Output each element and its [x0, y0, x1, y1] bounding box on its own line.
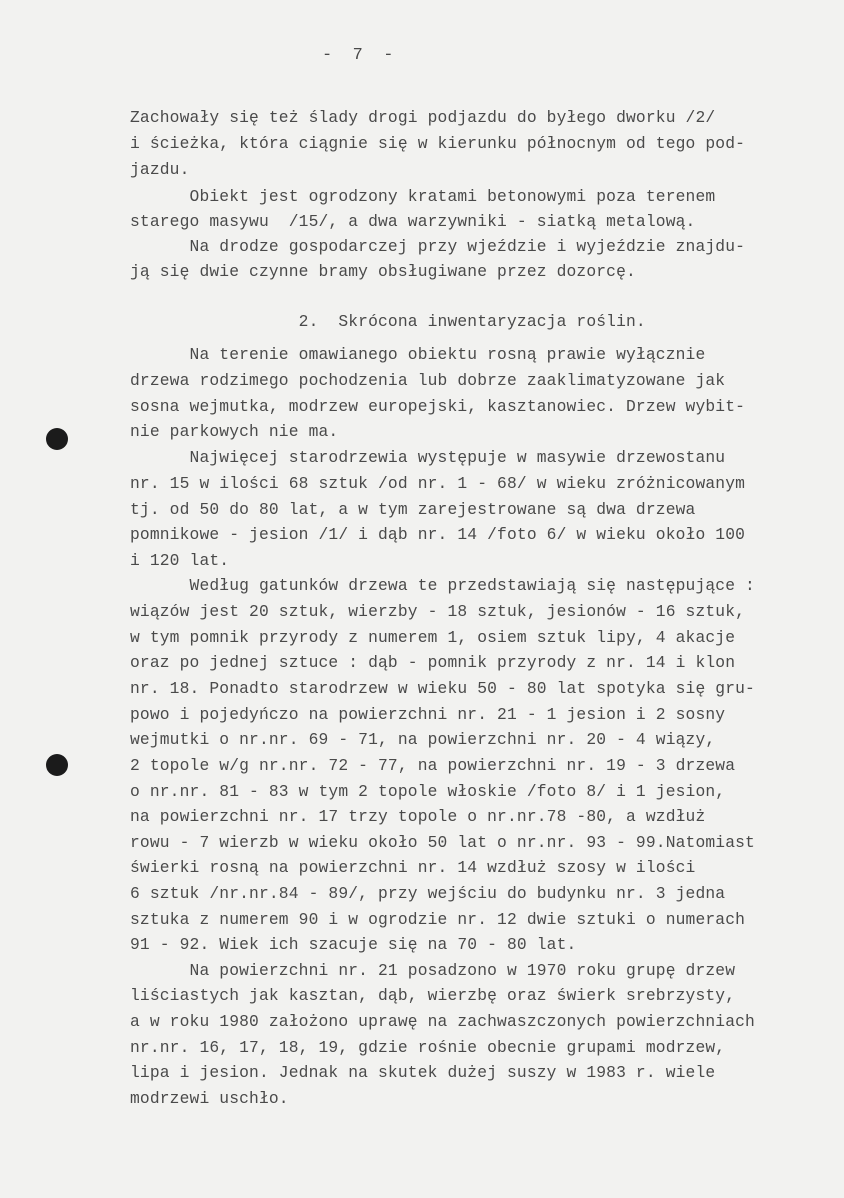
text-line: pomnikowe - jesion /1/ i dąb nr. 14 /foto 6/ w wieku około 100 [130, 525, 746, 544]
text-line: 91 - 92. Wiek ich szacuje się na 70 - 80 lat. [130, 935, 577, 954]
text-line: starego masywu /15/, a dwa warzywniki - siatką metalową. [130, 212, 696, 231]
text-line: 2 topole w/g nr.nr. 72 - 77, na powierzchni nr. 19 - 3 drzewa [130, 756, 736, 775]
text-line: ją się dwie czynne bramy obsługiwane przez dozorcę. [130, 262, 636, 281]
text-line: a w roku 1980 założono uprawę na zachwaszczonych powierzchniach [130, 1012, 755, 1031]
text-line: 6 sztuk /nr.nr.84 - 89/, przy wejściu do budynku nr. 3 jedna [130, 884, 726, 903]
text-line: Zachowały się też ślady drogi podjazdu do byłego dworku /2/ [130, 108, 716, 127]
text-line: wejmutki o nr.nr. 69 - 71, na powierzchni nr. 20 - 4 wiązy, [130, 730, 716, 749]
text-line: tj. od 50 do 80 lat, a w tym zarejestrowane są dwa drzewa [130, 500, 696, 519]
text-line: wiązów jest 20 sztuk, wierzby - 18 sztuk, jesionów - 16 sztuk, [130, 602, 746, 621]
page-number: - 7 - [322, 46, 394, 65]
text-line: nr.nr. 16, 17, 18, 19, gdzie rośnie obecnie grupami modrzew, [130, 1038, 726, 1057]
text-line: Najwięcej starodrzewia występuje w masywie drzewostanu [130, 448, 726, 467]
text-line: i 120 lat. [130, 551, 230, 570]
text-line: powo i pojedyńczo na powierzchni nr. 21 - 1 jesion i 2 sosny [130, 705, 726, 724]
text-line: Na terenie omawianego obiektu rosną prawie wyłącznie [130, 345, 706, 364]
text-line: liściastych jak kasztan, dąb, wierzbę oraz świerk srebrzysty, [130, 986, 736, 1005]
text-line: nr. 18. Ponadto starodrzew w wieku 50 - 80 lat spotyka się gru- [130, 679, 755, 698]
punch-hole-top [46, 428, 68, 450]
text-line: lipa i jesion. Jednak na skutek dużej suszy w 1983 r. wiele [130, 1063, 716, 1082]
text-line: o nr.nr. 81 - 83 w tym 2 topole włoskie /foto 8/ i 1 jesion, [130, 782, 726, 801]
text-line: w tym pomnik przyrody z numerem 1, osiem sztuk lipy, 4 akacje [130, 628, 736, 647]
text-line: jazdu. [130, 160, 190, 179]
text-line: na powierzchni nr. 17 trzy topole o nr.nr.78 -80, a wzdłuż [130, 807, 706, 826]
text-line: nr. 15 w ilości 68 sztuk /od nr. 1 - 68/ w wieku zróżnicowanym [130, 474, 746, 493]
text-line: sztuka z numerem 90 i w ogrodzie nr. 12 dwie sztuki o numerach [130, 910, 746, 929]
text-line: sosna wejmutka, modrzew europejski, kasztanowiec. Drzew wybit- [130, 397, 746, 416]
text-line: modrzewi uschło. [130, 1089, 289, 1108]
text-line: Na powierzchni nr. 21 posadzono w 1970 roku grupę drzew [130, 961, 736, 980]
text-line: Obiekt jest ogrodzony kratami betonowymi poza terenem [130, 187, 716, 206]
text-line: nie parkowych nie ma. [130, 422, 339, 441]
text-line: 2. Skrócona inwentaryzacja roślin. [130, 312, 646, 331]
text-line: rowu - 7 wierzb w wieku około 50 lat o nr.nr. 93 - 99.Natomiast [130, 833, 755, 852]
text-line: drzewa rodzimego pochodzenia lub dobrze zaaklimatyzowane jak [130, 371, 726, 390]
text-line: i ścieżka, która ciągnie się w kierunku północnym od tego pod- [130, 134, 746, 153]
text-line: Według gatunków drzewa te przedstawiają się następujące : [130, 576, 755, 595]
punch-hole-bottom [46, 754, 68, 776]
text-line: świerki rosną na powierzchni nr. 14 wzdłuż szosy w ilości [130, 858, 696, 877]
text-line: Na drodze gospodarczej przy wjeździe i wyjeździe znajdu- [130, 237, 746, 256]
text-line: oraz po jednej sztuce : dąb - pomnik przyrody z nr. 14 i klon [130, 653, 736, 672]
